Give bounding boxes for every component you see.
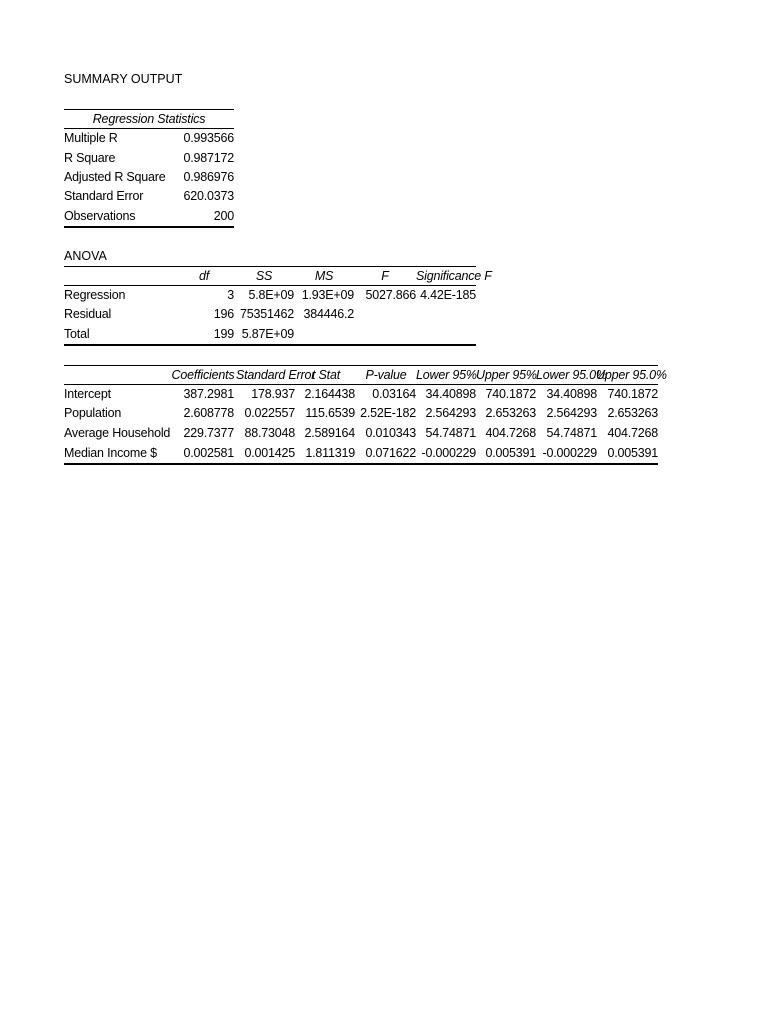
stat-label: R Square xyxy=(64,151,116,165)
coef-cell: 2.164438 xyxy=(304,387,355,401)
table-top-rule xyxy=(64,266,476,267)
coef-header-lower-95-0: Lower 95.0% xyxy=(536,368,607,382)
coef-cell: 2.589164 xyxy=(304,426,355,440)
anova-cell: 3 xyxy=(227,288,234,302)
coef-row-label: Population xyxy=(64,406,122,420)
coef-header-t-stat: t Stat xyxy=(312,368,340,382)
coef-header-coefficients: Coefficients xyxy=(171,368,235,382)
coef-cell: -0.000229 xyxy=(542,446,597,460)
stat-label: Multiple R xyxy=(64,131,118,145)
coef-cell: 54.74871 xyxy=(546,426,597,440)
stat-value: 0.986976 xyxy=(183,170,234,184)
coef-cell: 2.52E-182 xyxy=(360,406,416,420)
coef-header-upper-95-0: Upper 95.0% xyxy=(596,368,667,382)
coef-cell: 229.7377 xyxy=(183,426,234,440)
coef-row-label: Intercept xyxy=(64,387,111,401)
table-top-rule xyxy=(64,365,658,366)
stat-label: Adjusted R Square xyxy=(64,170,166,184)
coef-cell: 88.73048 xyxy=(244,426,295,440)
coef-cell: 2.564293 xyxy=(425,406,476,420)
coef-cell: -0.000229 xyxy=(421,446,476,460)
coef-header-lower-95: Lower 95% xyxy=(416,368,477,382)
coef-cell: 2.564293 xyxy=(546,406,597,420)
stat-value: 620.0373 xyxy=(183,189,234,203)
anova-cell: 5.8E+09 xyxy=(248,288,294,302)
table-bottom-rule xyxy=(64,463,658,465)
anova-cell: 1.93E+09 xyxy=(301,288,354,302)
coef-cell: 2.608778 xyxy=(183,406,234,420)
anova-row-label: Residual xyxy=(64,307,112,321)
table-bottom-rule xyxy=(64,344,476,346)
coef-row-label: Average Household xyxy=(64,426,171,440)
coef-cell: 0.022557 xyxy=(244,406,295,420)
stat-value: 0.987172 xyxy=(183,151,234,165)
anova-cell: 75351462 xyxy=(239,307,294,321)
coef-cell: 0.001425 xyxy=(244,446,295,460)
coef-cell: 0.005391 xyxy=(607,446,658,460)
summary-title: SUMMARY OUTPUT xyxy=(64,72,183,86)
coef-cell: 115.6539 xyxy=(305,406,355,420)
coef-cell: 0.005391 xyxy=(485,446,536,460)
coef-header-standard-error: Standard Error xyxy=(236,368,316,382)
table-bottom-rule xyxy=(64,226,234,228)
coef-cell: 178.937 xyxy=(251,387,295,401)
header-rule xyxy=(64,128,234,129)
coef-cell: 2.653263 xyxy=(485,406,536,420)
header-rule xyxy=(64,285,476,286)
stat-label: Standard Error xyxy=(64,189,144,203)
coef-cell: 740.1872 xyxy=(485,387,536,401)
coef-cell: 0.002581 xyxy=(183,446,234,460)
anova-cell: 199 xyxy=(213,327,234,341)
coef-header-p-value: P-value xyxy=(365,368,407,382)
table-top-rule xyxy=(64,109,234,110)
anova-header-df: df xyxy=(198,269,210,283)
anova-header-ms: MS xyxy=(314,269,334,283)
coef-cell: 404.7268 xyxy=(485,426,536,440)
anova-header-f: F xyxy=(381,269,389,283)
coef-cell: 740.1872 xyxy=(607,387,658,401)
coef-cell: 1.811319 xyxy=(305,446,355,460)
coef-cell: 0.010343 xyxy=(365,426,416,440)
stat-value: 200 xyxy=(213,209,234,223)
anova-header-ss: SS xyxy=(255,269,273,283)
anova-cell: 196 xyxy=(213,307,234,321)
coef-cell: 54.74871 xyxy=(425,426,476,440)
anova-cell: 384446.2 xyxy=(303,307,354,321)
coef-cell: 2.653263 xyxy=(607,406,658,420)
anova-row-label: Regression xyxy=(64,288,126,302)
coef-cell: 34.40898 xyxy=(546,387,597,401)
anova-title: ANOVA xyxy=(64,249,107,263)
coef-cell: 404.7268 xyxy=(607,426,658,440)
anova-row-label: Total xyxy=(64,327,90,341)
coef-cell: 0.071622 xyxy=(365,446,416,460)
anova-cell: 5027.866 xyxy=(365,288,416,302)
anova-cell: 5.87E+09 xyxy=(241,327,294,341)
header-rule xyxy=(64,384,658,385)
coef-cell: 387.2981 xyxy=(183,387,234,401)
regression-statistics-header: Regression Statistics xyxy=(92,112,206,126)
stat-label: Observations xyxy=(64,209,136,223)
coef-header-upper-95: Upper 95% xyxy=(476,368,537,382)
stat-value: 0.993566 xyxy=(183,131,234,145)
anova-cell: 4.42E-185 xyxy=(420,288,476,302)
coef-cell: 0.03164 xyxy=(372,387,416,401)
coef-cell: 34.40898 xyxy=(425,387,476,401)
anova-header-significance-f: Significance F xyxy=(416,269,492,283)
coef-row-label: Median Income $ xyxy=(64,446,157,460)
